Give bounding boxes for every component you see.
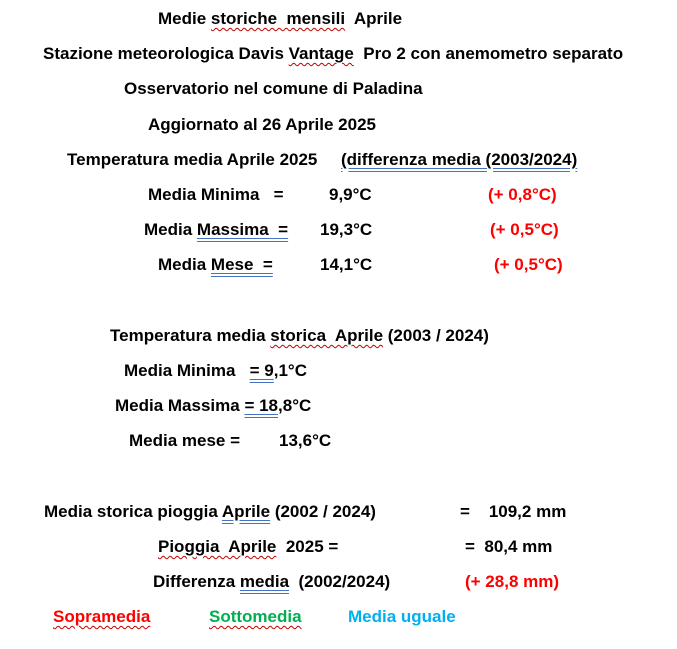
historical-min-label: Media Minima [124, 361, 250, 380]
station-text: Stazione meteorologica Davis [43, 44, 289, 63]
updated-line: Aggiornato al 26 Aprile 2025 [148, 115, 376, 134]
rain-diff-underlined: media [239, 572, 290, 591]
rain-diff-period: (2002/2024) [289, 572, 391, 591]
rain-current-label [158, 536, 338, 558]
legend-equal-average: Media uguale [348, 607, 456, 626]
rain-current-year: 2025 = [276, 537, 339, 556]
observatory-line: Osservatorio nel comune di Paladina [124, 79, 423, 98]
historical-min-eq: = 9 [249, 361, 274, 380]
rain-historical-month: Aprile [221, 502, 271, 521]
historical-min-row [124, 360, 307, 382]
current-max-value: 19,3°C [320, 220, 373, 239]
station-text-end: Pro 2 con anemometro separato [353, 44, 624, 63]
rain-diff-text: Differenza [153, 572, 240, 591]
current-min-label: Media Minima = [148, 185, 284, 204]
historical-max-value: ,8°C [278, 396, 312, 415]
title-text: Medie [158, 9, 211, 28]
current-month-value: 14,1°C [320, 255, 373, 274]
rain-current-underlined: Pioggia Aprile [158, 537, 277, 556]
current-max-label-text: Media [144, 220, 197, 239]
current-month-label-text: Media [158, 255, 211, 274]
historical-heading [110, 325, 489, 347]
rain-current-value: = 80,4 mm [465, 537, 553, 556]
rain-historical-period: (2002 / 2024) [270, 502, 376, 521]
current-heading-diff-label: (differenza media (2003/2024) [341, 150, 578, 169]
station-model-text: Vantage [288, 44, 354, 63]
current-max-diff: (+ 0,5°C) [490, 220, 559, 239]
current-month-diff: (+ 0,5°C) [494, 255, 563, 274]
historical-month-value: 13,6°C [279, 431, 332, 450]
legend-above-average: Sopramedia [53, 607, 151, 626]
historical-max-eq: = 18 [244, 396, 279, 415]
current-max-label [144, 219, 288, 241]
current-month-label [158, 254, 273, 276]
current-max-label-underlined: Massima = [196, 220, 289, 239]
historical-min-value: ,1°C [273, 361, 308, 380]
historical-max-row [115, 395, 311, 417]
rain-historical-value: = 109,2 mm [460, 502, 567, 521]
current-month-label-underlined: Mese = [210, 255, 273, 274]
current-min-value: 9,9°C [329, 185, 372, 204]
current-heading-text: Temperatura media Aprile 2025 [67, 150, 342, 169]
current-min-diff: (+ 0,8°C) [488, 185, 557, 204]
page-title [158, 8, 402, 30]
historical-max-label: Media Massima [115, 396, 245, 415]
historical-heading-text: Temperatura media [110, 326, 271, 345]
rain-diff-label [153, 571, 390, 593]
current-heading [67, 149, 577, 171]
rain-historical-label [44, 501, 376, 523]
legend-below-average: Sottomedia [209, 607, 302, 626]
rain-diff-value: (+ 28,8 mm) [465, 572, 560, 591]
historical-month-label: Media mese = [129, 431, 241, 450]
historical-heading-period: (2003 / 2024) [383, 326, 489, 345]
historical-heading-underlined: storica Aprile [270, 326, 384, 345]
title-month: Aprile [345, 9, 403, 28]
station-line [43, 43, 623, 65]
rain-historical-text: Media storica pioggia [44, 502, 222, 521]
title-underlined-text: storiche mensili [210, 9, 346, 28]
